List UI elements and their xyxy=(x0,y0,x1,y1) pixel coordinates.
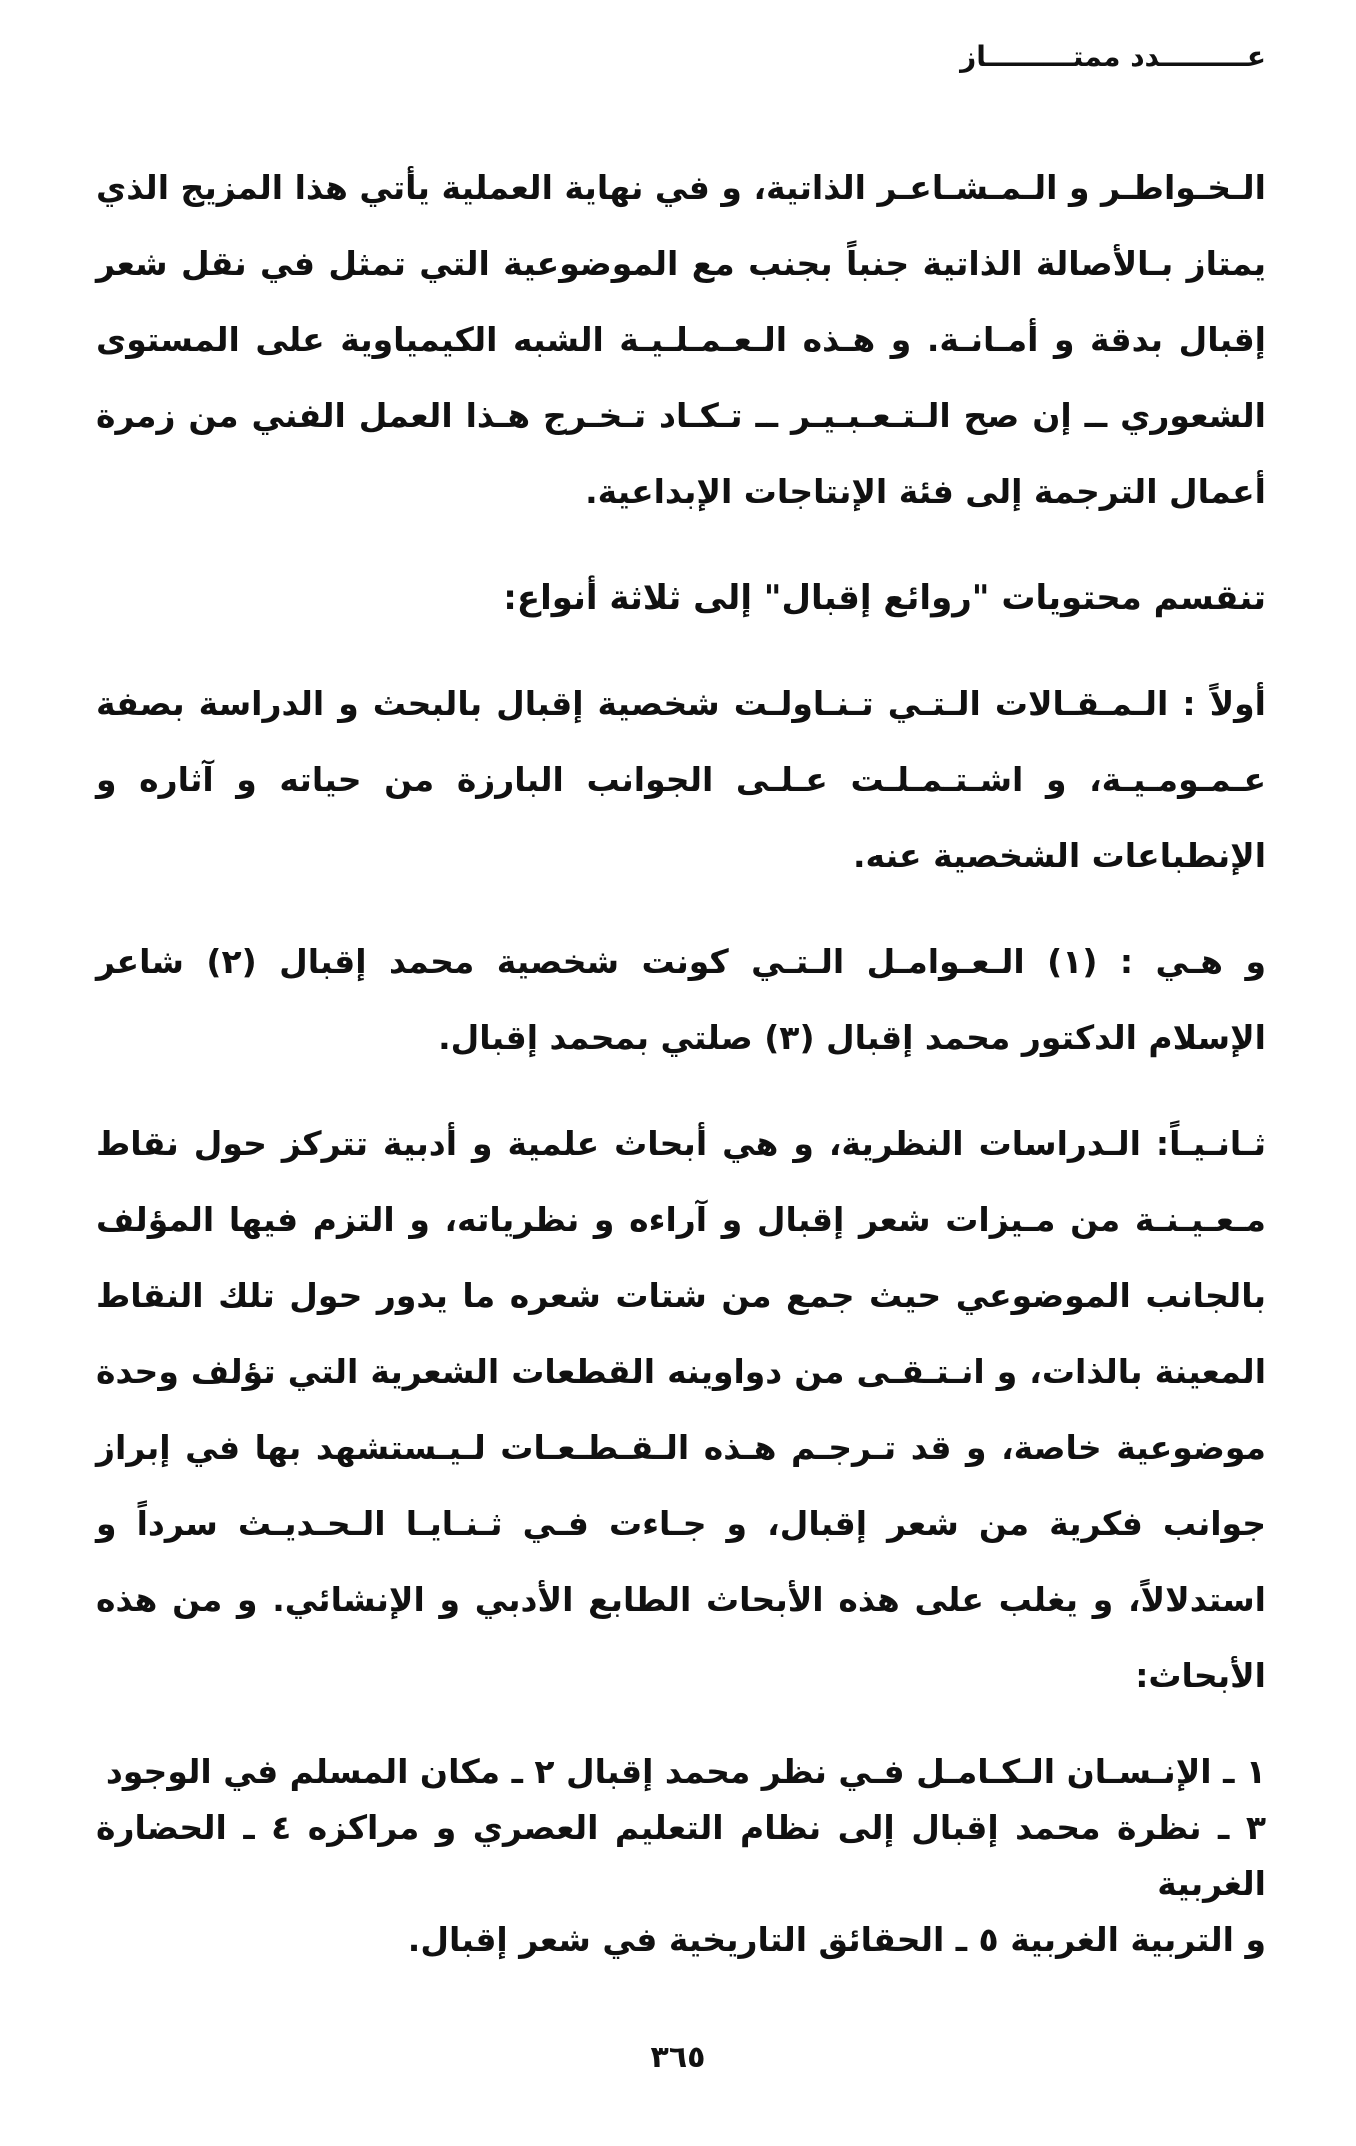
running-header: عـــــــــدد ممتـــــــــاز xyxy=(960,40,1266,73)
second-type-label: ثـانـيـاً: xyxy=(1155,1124,1266,1163)
second-type-text: الـدراسات النظرية، و هي أبحاث علمية و أدبية تتركز حول نقاط مـعـيـنـة من مـيزات شعر إقبال و آراءه و نظرياته، و التزم فيها المؤلف بالجانب الموضوعي حيث جمع من شتات شعره ما يدور حول تلك النقاط المعينة بالذات، و انـتـقـى من دواوينه القطعات الشعرية التي تؤلف وحدة موضوعية خاصة، و قد تـرجـم هـذه الـقـطـعـات لـيـستشهد بها في إبراز جوانب فكرية من شعر إقبال، و جـاءت فـي ثـنـايـا الـحـديـث سرداً و استدلالاً، و يغلب على هذه الأبحاث الطابع الأدبي و الإنشائي. و من هذه الأبحاث: xyxy=(96,1124,1266,1695)
paragraph-first-type-items: و هـي : (١) الـعـوامـل الـتـي كونت شخصية محمد إقبال (٢) شاعر الإسلام الدكتور محمد إقبال (٣) صلتي بمحمد إقبال. xyxy=(96,942,1266,1057)
paragraph-first-type xyxy=(96,666,1266,894)
page-body xyxy=(96,150,1266,1968)
first-type-text: الـمـقـالات الـتـي تـنـاولـت شخصية إقبال بالبحث و الدراسة بصفة عـمـومـيـة، و اشـتـمـلـت عـلـى الجوانب البارزة من حياته و آثاره و الإنطباعات الشخصية عنه. xyxy=(96,684,1266,875)
research-list xyxy=(96,1744,1266,1968)
list-item: و التربية الغربية ٥ ـ الحقائق التاريخية في شعر إقبال. xyxy=(407,1920,1266,1959)
list-item: ٣ ـ نظرة محمد إقبال إلى نظام التعليم العصري و مراكزه ٤ ـ الحضارة الغربية xyxy=(96,1808,1266,1903)
list-item: ١ ـ الإنـسـان الـكـامـل فـي نظر محمد إقبال ٢ ـ مكان المسلم في الوجود xyxy=(105,1752,1266,1791)
section-heading: تنقسم محتويات "روائع إقبال" إلى ثلاثة أنواع: xyxy=(503,578,1266,618)
first-type-label: أولاً : xyxy=(1182,684,1266,723)
paragraph-intro: الـخـواطـر و الـمـشـاعـر الذاتية، و في نهاية العملية يأتي هذا المزيج الذي يمتاز بـالأصالة الذاتية جنباً بجنب مع الموضوعية التي تمثل في نقل شعر إقبال بدقة و أمـانـة. و هـذه الـعـمـلـيـة الشبه الكيمياوية على المستوى الشعوري ــ إن صح الـتـعـبـيـر ــ تـكـاد تـخـرج هـذا العمل الفني من زمرة أعمال الترجمة إلى فئة الإنتاجات الإبداعية. xyxy=(96,168,1266,511)
page-number: ٣٦٥ xyxy=(650,2040,706,2075)
paragraph-second-type xyxy=(96,1106,1266,1714)
